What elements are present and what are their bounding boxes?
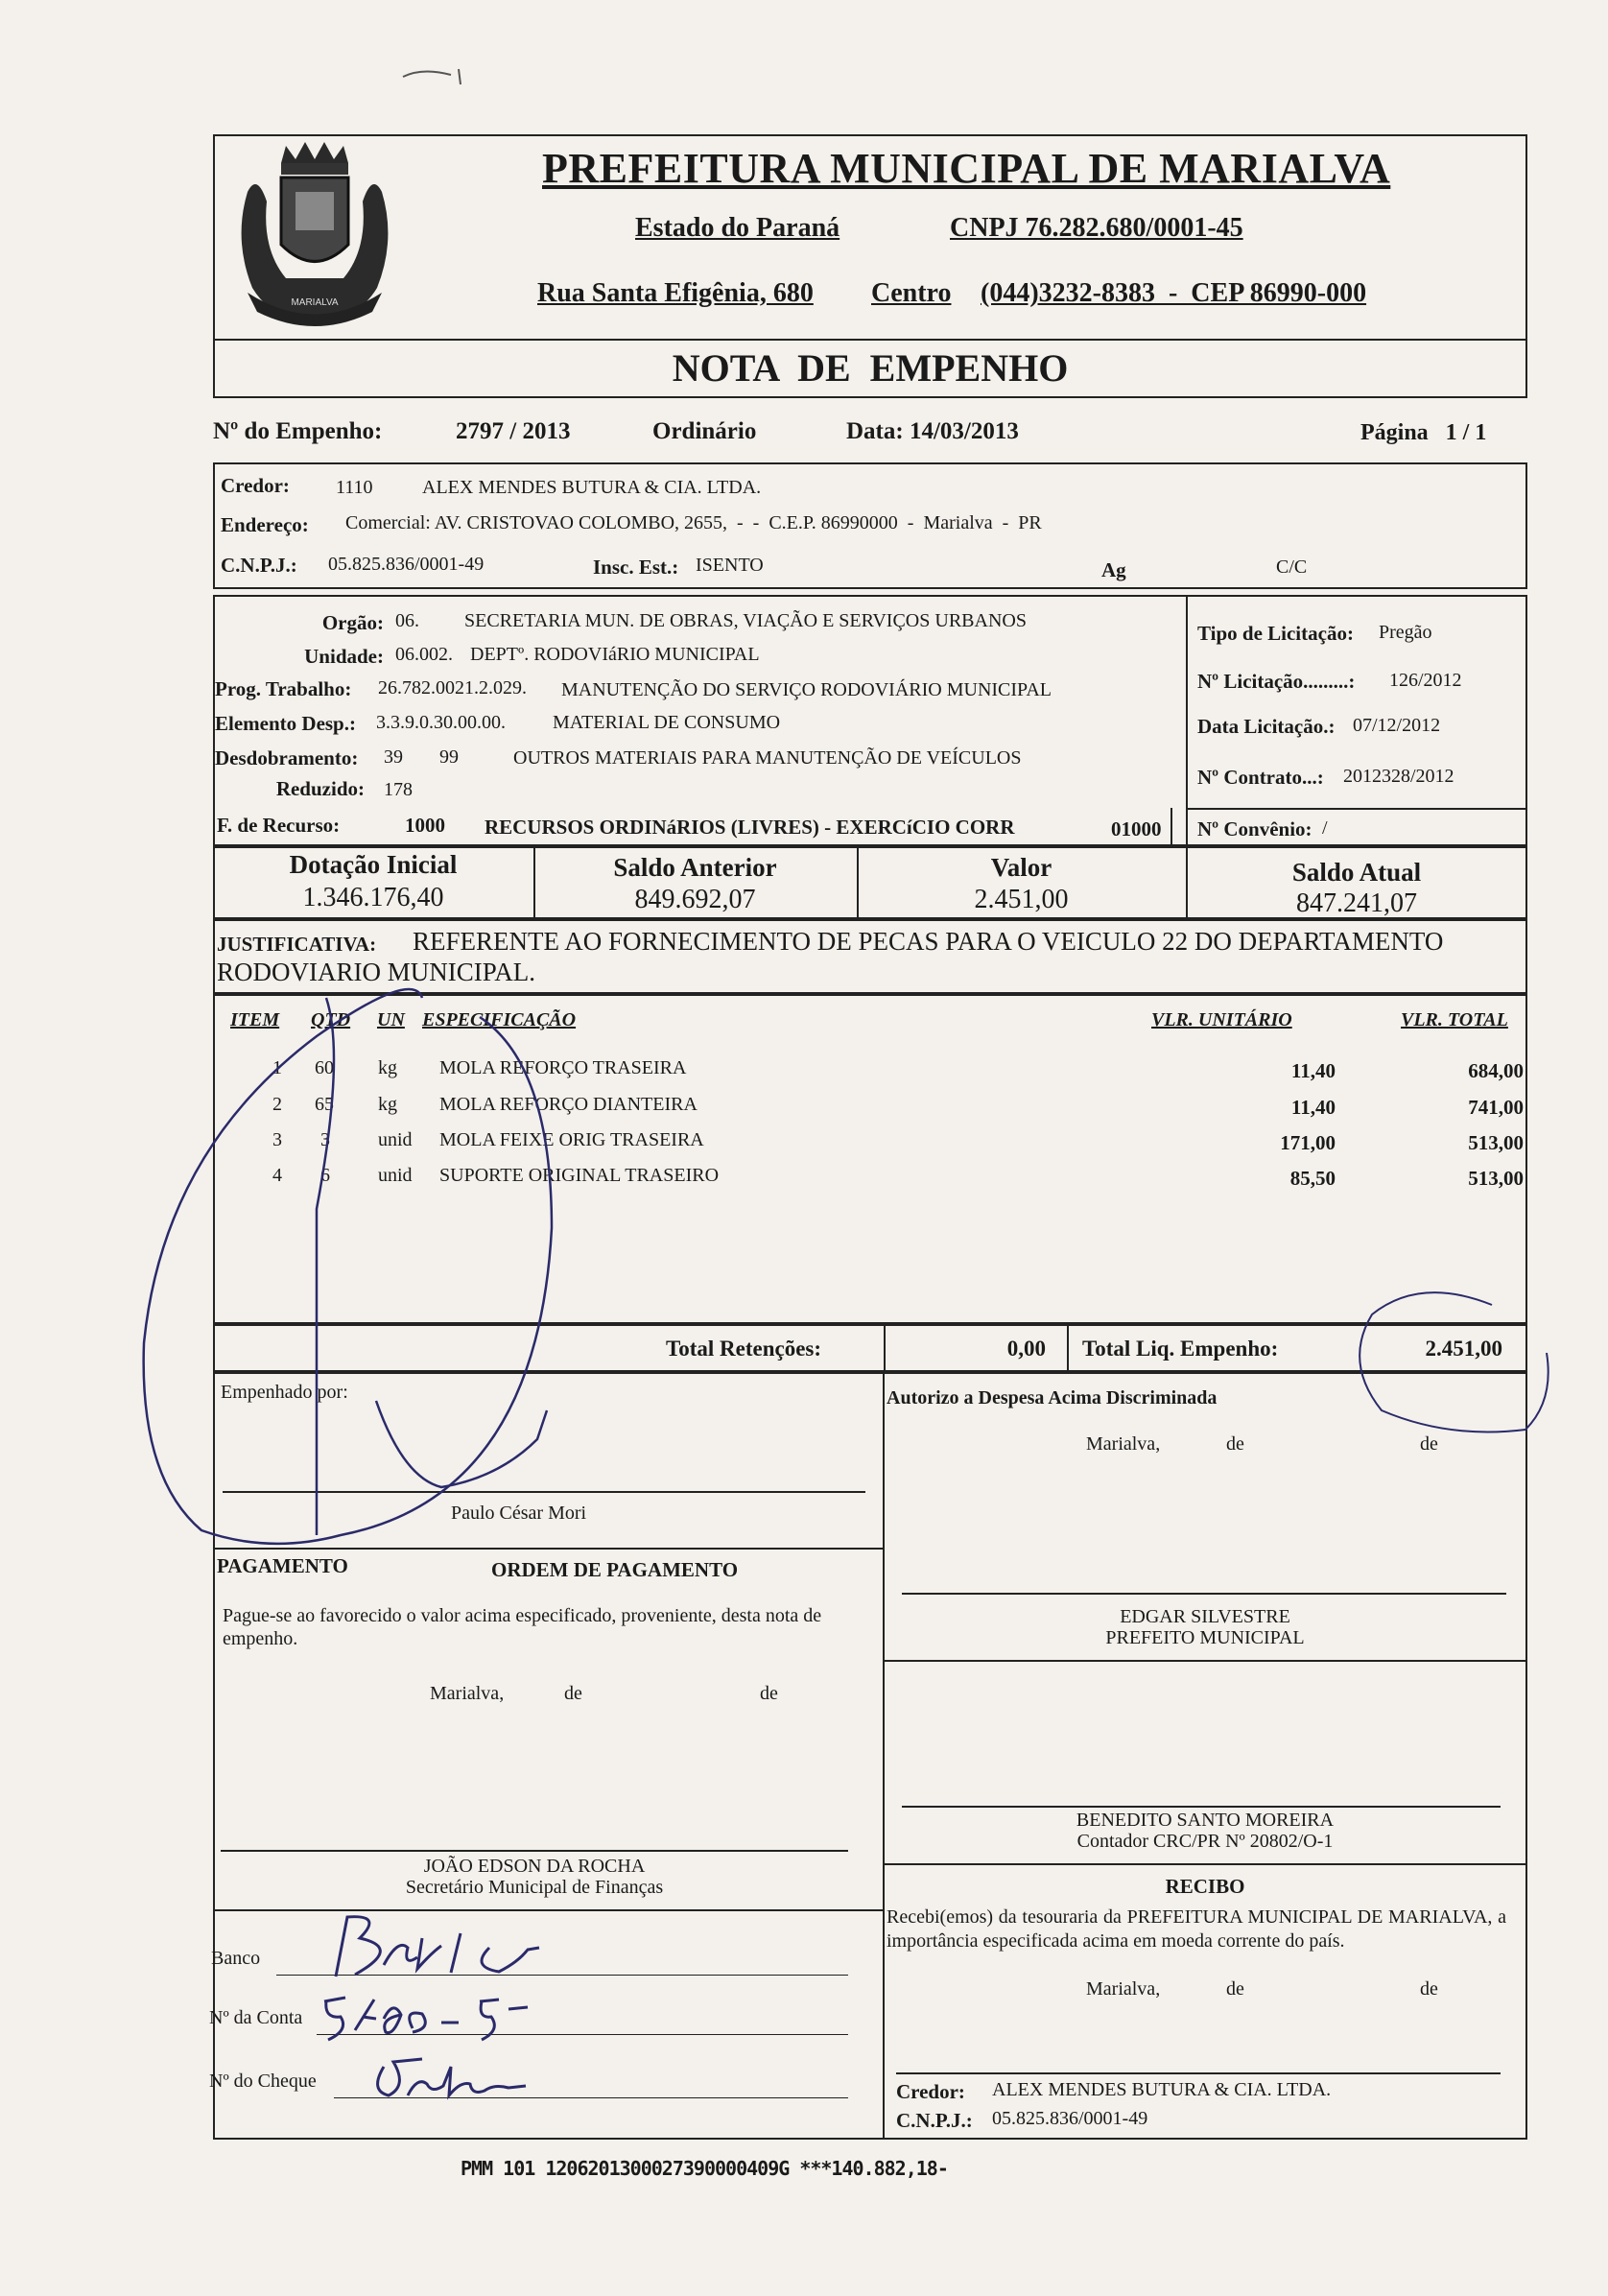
contrato-label: Nº Contrato...: (1197, 766, 1324, 789)
item-total: 684,00 (1468, 1059, 1524, 1082)
mayor-name: EDGAR SILVESTRE (1120, 1606, 1290, 1627)
ag-label: Ag (1101, 558, 1126, 581)
prog-code: 26.782.0021.2.029. (378, 677, 527, 698)
desdobramento-b: 99 (439, 746, 459, 768)
banco-label: Banco (211, 1948, 261, 1969)
item-number: 3 (272, 1129, 282, 1150)
header-phone-cep: (044)3232-8383 - CEP 86990-000 (981, 278, 1367, 308)
recurso-code: 1000 (405, 814, 445, 837)
items-header-qtd: QTD (311, 1009, 351, 1030)
item-qtd: 60 (315, 1057, 334, 1078)
recibo-credor-name: ALEX MENDES BUTURA & CIA. LTDA. (992, 2079, 1332, 2100)
contrato-value: 2012328/2012 (1343, 766, 1454, 787)
retencoes-value: 0,00 (1006, 1337, 1046, 1361)
orgao-name: SECRETARIA MUN. DE OBRAS, VIAÇÃO E SERVIÇOS URBANOS (464, 610, 1027, 631)
pagamento-de-2: de (760, 1683, 778, 1704)
recurso-label: F. de Recurso: (217, 814, 341, 837)
recibo-de-1: de (1226, 1978, 1244, 2000)
items-header-unit: VLR. UNITÁRIO (1151, 1009, 1292, 1030)
accountant-name: BENEDITO SANTO MOREIRA (1076, 1810, 1335, 1831)
recurso-name: RECURSOS ORDINáRIOS (LIVRES) - EXERCíCIO CORR (485, 816, 1015, 839)
prog-label: Prog. Trabalho: (215, 677, 352, 700)
cnpj-label: C.N.P.J.: (221, 554, 297, 577)
retencoes-label: Total Retenções: (666, 1337, 822, 1361)
item-unit-price: 85,50 (1289, 1167, 1336, 1190)
desdobramento-a: 39 (384, 746, 403, 768)
footer-code: PMM 101 1206201300027390000409G ***140.882,18- (461, 2157, 948, 2180)
prog-name: MANUTENÇÃO DO SERVIÇO RODOVIÁRIO MUNICIPAL (561, 679, 1052, 700)
item-number: 4 (272, 1165, 282, 1186)
data-licitacao-value: 07/12/2012 (1353, 715, 1441, 736)
reduzido-value: 178 (384, 779, 413, 800)
item-qtd: 65 (315, 1094, 334, 1115)
item-number: 2 (272, 1094, 282, 1115)
accountant-title: Contador CRC/PR Nº 20802/O-1 (1076, 1831, 1334, 1852)
autorizo-de-1: de (1226, 1433, 1244, 1455)
item-unit-price: 11,40 (1290, 1096, 1336, 1119)
item-spec: MOLA FEIXE ORIG TRASEIRA (439, 1129, 704, 1150)
data-licitacao-label: Data Licitação.: (1197, 715, 1336, 738)
credor-address: Comercial: AV. CRISTOVAO COLOMBO, 2655, - - C.E.P. 86990000 - Marialva - PR (345, 512, 1042, 533)
empenho-type: Ordinário (652, 418, 757, 444)
conta-label: Nº da Conta (209, 2007, 303, 2028)
item-unit-type: unid (378, 1165, 413, 1186)
items-header-total: VLR. TOTAL (1401, 1009, 1508, 1030)
orgao-code: 06. (395, 610, 419, 631)
justificativa-line2: RODOVIARIO MUNICIPAL. (217, 958, 536, 986)
justificativa-label: JUSTIFICATIVA: (217, 933, 377, 956)
header-cnpj: CNPJ 76.282.680/0001-45 (950, 213, 1243, 243)
item-number: 1 (272, 1057, 282, 1078)
empenho-date: Data: 14/03/2013 (846, 418, 1019, 444)
licitacao-num-label: Nº Licitação.........: (1197, 670, 1356, 693)
desdobramento-name: OUTROS MATERIAIS PARA MANUTENÇÃO DE VEÍCULOS (513, 747, 1022, 769)
item-total: 741,00 (1468, 1096, 1524, 1119)
crest-banner-text: MARIALVA (291, 297, 339, 308)
item-unit-price: 171,00 (1280, 1131, 1336, 1154)
valor-label: Valor (990, 853, 1052, 882)
convenio-label: Nº Convênio: (1197, 817, 1312, 840)
recibo-text: Recebi(emos) da tesouraria da PREFEITURA MUNICIPAL DE MARIALVA, a importância especificada acima em moeda corrente do país. (887, 1906, 1506, 1952)
recibo-de-2: de (1420, 1978, 1438, 2000)
unidade-code: 06.002. (395, 644, 453, 665)
saldo-atual-label: Saldo Atual (1291, 858, 1422, 887)
secretary-name: JOÃO EDSON DA ROCHA (423, 1856, 646, 1877)
credor-code: 1110 (336, 477, 373, 498)
item-spec: SUPORTE ORIGINAL TRASEIRO (439, 1165, 720, 1186)
justificativa-line1: REFERENTE AO FORNECIMENTO DE PECAS PARA O VEICULO 22 DO DEPARTAMENTO (413, 927, 1444, 956)
liquido-value: 2.451,00 (1425, 1337, 1502, 1361)
document-title: NOTA DE EMPENHO (672, 346, 1069, 390)
autorizo-text: Autorizo a Despesa Acima Discriminada (887, 1387, 1218, 1408)
reduzido-label: Reduzido: (275, 777, 365, 800)
item-unit-type: kg (378, 1094, 397, 1115)
dotacao-value: 1.346.176,40 (302, 883, 444, 912)
tipo-licitacao-value: Pregão (1379, 622, 1432, 643)
item-spec: MOLA REFORÇO DIANTEIRA (439, 1094, 698, 1115)
empenho-number: 2797 / 2013 (456, 418, 571, 444)
items-header-un: UN (377, 1009, 405, 1030)
elemento-name: MATERIAL DE CONSUMO (553, 712, 781, 733)
pagamento-text: Pague-se ao favorecido o valor acima especificado, proveniente, desta nota de empenho. (223, 1605, 822, 1649)
pagamento-city: Marialva, (430, 1683, 505, 1704)
item-unit-type: kg (378, 1057, 397, 1078)
insc-value: ISENTO (696, 555, 764, 576)
secretary-title: Secretário Municipal de Finanças (405, 1877, 664, 1898)
recibo-title: RECIBO (1165, 1875, 1245, 1898)
elemento-label: Elemento Desp.: (215, 712, 356, 735)
orgao-label: Orgão: (321, 611, 384, 634)
desdobramento-label: Desdobramento: (215, 746, 359, 769)
item-total: 513,00 (1468, 1131, 1524, 1154)
credor-name: ALEX MENDES BUTURA & CIA. LTDA. (422, 477, 762, 498)
cheque-label: Nº do Cheque (209, 2071, 317, 2092)
header-street: Rua Santa Efigênia, 680 (537, 278, 814, 308)
item-unit-price: 11,40 (1290, 1059, 1336, 1082)
item-spec: MOLA REFORÇO TRASEIRA (439, 1057, 687, 1078)
recibo-cnpj: 05.825.836/0001-49 (992, 2108, 1148, 2129)
header-district: Centro (871, 278, 952, 308)
municipality-title: PREFEITURA MUNICIPAL DE MARIALVA (542, 145, 1391, 192)
unidade-name: DEPTº. RODOVIáRIO MUNICIPAL (470, 644, 760, 665)
autorizo-city: Marialva, (1086, 1433, 1161, 1455)
saldo-anterior-label: Saldo Anterior (613, 853, 777, 882)
mayor-title: PREFEITO MUNICIPAL (1105, 1627, 1305, 1648)
items-header-item: ITEM (230, 1009, 280, 1030)
saldo-anterior-value: 849.692,07 (634, 885, 756, 914)
item-unit-type: unid (378, 1129, 413, 1150)
credor-label: Credor: (221, 474, 290, 497)
item-total: 513,00 (1468, 1167, 1524, 1190)
recibo-credor-label: Credor: (896, 2080, 965, 2103)
convenio-value: / (1322, 817, 1328, 839)
licitacao-num-value: 126/2012 (1389, 670, 1462, 691)
item-qtd: 3 (320, 1129, 330, 1150)
recibo-city: Marialva, (1086, 1978, 1161, 2000)
pagamento-label: PAGAMENTO (217, 1554, 348, 1577)
cc-label: C/C (1276, 556, 1308, 578)
insc-label: Insc. Est.: (593, 556, 679, 579)
liquido-label: Total Liq. Empenho: (1082, 1337, 1279, 1361)
autorizo-de-2: de (1420, 1433, 1438, 1455)
state-name: Estado do Paraná (635, 213, 840, 243)
dotacao-label: Dotação Inicial (289, 850, 458, 879)
items-header-spec: ESPECIFICAÇÃO (422, 1009, 577, 1030)
address-label: Endereço: (221, 513, 309, 536)
unidade-label: Unidade: (304, 645, 384, 668)
saldo-atual-value: 847.241,07 (1296, 888, 1417, 918)
recibo-cnpj-label: C.N.P.J.: (896, 2109, 973, 2132)
empenho-label: Nº do Empenho: (213, 418, 383, 444)
empenhado-name: Paulo César Mori (451, 1503, 587, 1524)
ordem-pagamento-label: ORDEM DE PAGAMENTO (491, 1558, 739, 1581)
empenhado-label: Empenhado por: (221, 1382, 348, 1403)
elemento-code: 3.3.9.0.30.00.00. (376, 712, 506, 733)
item-qtd: 6 (320, 1165, 330, 1186)
credor-cnpj: 05.825.836/0001-49 (328, 554, 485, 575)
recurso-code2: 01000 (1111, 817, 1162, 840)
page-number: Página 1 / 1 (1360, 420, 1487, 445)
tipo-licitacao-label: Tipo de Licitação: (1197, 622, 1354, 645)
pagamento-de-1: de (564, 1683, 582, 1704)
valor-value: 2.451,00 (974, 885, 1069, 914)
